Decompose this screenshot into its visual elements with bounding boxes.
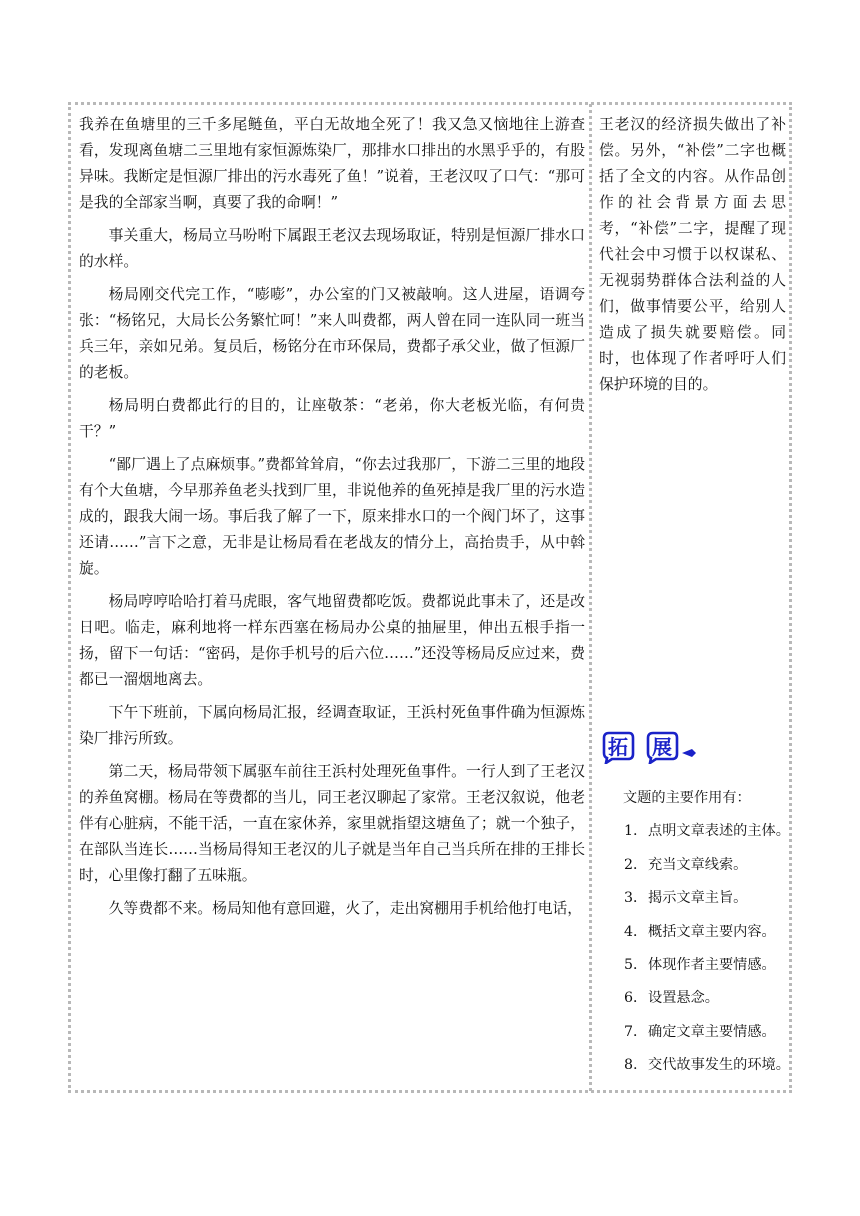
tips-item (596, 849, 792, 882)
tips-item-number: 8. (624, 1057, 638, 1074)
tips-item-text: 概括文章主要内容。 (648, 923, 776, 940)
side-note-text: 王老汉的经济损失做出了补偿。另外，“补偿”二字也概括了全文的内容。从作品创作的社会背景方面去思考，“补偿”二字，提醒了现代社会中习惯于以权谋私、无视弱势群体合法利益的人们，做事情要公平，给别人造成了损失就要赔偿。同时，也体现了作者呼吁人们保护环境的目的。 (599, 116, 786, 393)
tips-item-number: 2． (624, 856, 648, 873)
tips-item (596, 1016, 792, 1049)
tips-item-text: 交代故事发生的环境。 (648, 1057, 790, 1074)
column-divider (589, 104, 593, 1091)
tips-item-text: 点明文章表述的主体。 (648, 823, 790, 840)
tips-item-number: 4． (624, 923, 648, 940)
story-paragraph: 杨局哼哼哈哈打着马虎眼，客气地留费都吃饭。费都说此事未了，还是改日吧。临走，麻利地将一样东西塞在杨局办公桌的抽屉里，伸出五根手指一扬，留下一句话：“密码，是你手机号的后六位……”还没等杨局反应过来，费都已一溜烟地离去。 (79, 593, 585, 688)
badge-tail-icon (682, 744, 698, 763)
tips-item-text: 体现作者主要情感。 (648, 957, 776, 974)
story-column (75, 108, 589, 1088)
tips-item (596, 815, 792, 848)
story-paragraph: 事关重大，杨局立马吩咐下属跟王老汉去现场取证，特别是恒源厂排水口的水样。 (79, 227, 585, 270)
story-paragraph: 第二天，杨局带领下属驱车前往王浜村处理死鱼事件。一行人到了王老汉的养鱼窝棚。杨局在等费都的当儿，同王老汉聊起了家常。王老汉叙说，他老伴有心脏病，不能干活，一直在家休养，家里就指望这塘鱼了；就一个独子，在部队当连长……当杨局得知王老汉的儿子就是当年自己当兵所在排的王排长时，心里像打翻了五味瓶。 (79, 763, 585, 884)
story-paragraph: 杨局明白费都此行的目的，让座敬茶：“老弟，你大老板光临，有何贵干？” (79, 397, 585, 440)
story-paragraph: “鄙厂遇上了点麻烦事。”费都耸耸肩，“你去过我那厂，下游二三里的地段有个大鱼塘，今早那养鱼老头找到厂里，非说他养的鱼死掉是我厂里的污水造成的，跟我大闹一场。事后我了解了一下，原来排水口的一个阀门坏了，这事还请……”言下之意，无非是让杨局看在老战友的情分上，高抬贵手，从中斡旋。 (79, 456, 585, 577)
tips-item (596, 882, 792, 915)
tips-item (596, 982, 792, 1015)
tips-item-number: 6． (624, 990, 648, 1007)
badge-char-2: 展 (652, 735, 672, 759)
tips-title: 文题的主要作用有： (623, 790, 751, 806)
tips-item-text: 确定文章主要情感。 (648, 1023, 776, 1040)
tips-item-text: 充当文章线索。 (648, 856, 748, 873)
tips-list (596, 815, 792, 1082)
tips-item-number: 5． (624, 957, 648, 974)
tips-item-number: 3． (624, 890, 648, 907)
badge-bubble-icon (600, 730, 636, 764)
story-paragraph: 久等费都不来。杨局知他有意回避，火了，走出窝棚用手机给他打电话， (108, 900, 583, 917)
badge-char-1: 拓 (608, 735, 628, 759)
tips-item (596, 949, 792, 982)
tips-section (596, 782, 792, 1083)
tips-item-number: 1. (624, 823, 638, 840)
tips-item (596, 916, 792, 949)
tips-item-text: 设置悬念。 (648, 990, 719, 1007)
story-paragraph: 下午下班前，下属向杨局汇报，经调查取证，王浜村死鱼事件确为恒源炼染厂排污所致。 (79, 704, 585, 747)
story-paragraph: 杨局刚交代完工作，“嘭嘭”，办公室的门又被敲响。这人进屋，语调夸张：“杨铭兄，大局长公务繁忙呵！”来人叫费都，两人曾在同一连队同一班当兵三年，亲如兄弟。复员后，杨铭分在市环保局，费都子承父业，做了恒源厂的老板。 (79, 286, 585, 381)
tips-item-text: 揭示文章主旨。 (648, 890, 748, 907)
badge-bubble-icon (644, 730, 680, 764)
story-paragraph: 我养在鱼塘里的三千多尾鲢鱼，平白无故地全死了！我又急又恼地往上游查看，发现离鱼塘二三里地有家恒源炼染厂，那排水口排出的水黑乎乎的，有股异味。我断定是恒源厂排出的污水毒死了鱼！”说着，王老汉叹了口气：“那可是我的全部家当啊，真要了我的命啊！” (79, 116, 585, 211)
tips-item (596, 1049, 792, 1082)
extension-badge (596, 728, 716, 768)
tips-item-number: 7． (624, 1023, 648, 1040)
